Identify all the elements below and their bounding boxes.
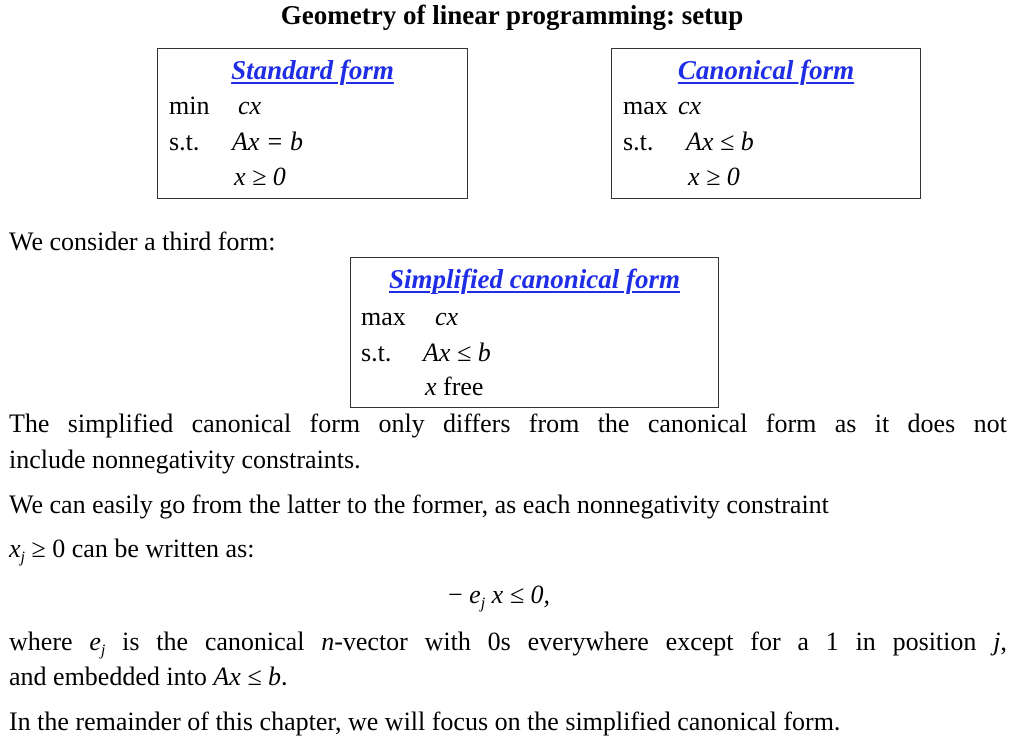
simplified-st-keyword: s.t. [361,338,392,367]
canonical-form-title: Canonical form [677,55,855,85]
paragraph-3-line-1 [9,627,1007,660]
simplified-canonical-form-title: Simplified canonical form [388,264,680,294]
paragraph-3-word: canonical [204,627,305,656]
paragraph-1-word: the [597,409,630,438]
paragraph-3-word: is [122,627,140,656]
paragraph-1-word: not [973,409,1007,438]
paragraph-3-word: everywhere [527,627,649,656]
paragraph-1-word: The [9,409,50,438]
simplified-constraint: Ax ≤ b [423,338,491,367]
paragraph-1-word: as [834,409,857,438]
canonical-st-keyword: s.t. [623,127,654,156]
paragraph-2-line-2: $x_j \ge 0$ can be written as: [9,534,255,566]
simplified-objective-keyword: max [361,302,406,331]
standard-constraint: Ax = b [232,127,303,156]
paragraph-1-word: canonical [647,409,748,438]
paragraph-1-word: only [378,409,425,438]
standard-objective-keyword: min [169,91,210,120]
canonical-constraint: Ax ≤ b [686,127,754,156]
paragraph-3-word: except [665,627,734,656]
paragraph-3-word: in [855,627,876,656]
paragraph-1-line-2: include nonnegativity constraints. [9,445,361,474]
paragraph-3-line-2: and embedded into Ax ≤ b. [9,662,288,691]
paragraph-4: In the remainder of this chapter, we will focus on the simplified canonical form. [9,707,841,736]
paragraph-1-word: does [907,409,956,438]
paragraph-3-word: j, [993,627,1007,656]
standard-form-box [157,48,468,199]
standard-st-keyword: s.t. [169,127,200,156]
paragraph-1-word: from [528,409,580,438]
paragraph-3-word: for [750,627,781,656]
paragraph-3-word: 1 [825,627,839,656]
simplified-canonical-form-box [350,257,719,408]
canonical-form-box [611,48,921,199]
paragraph-3-word: with [424,627,471,656]
paragraph-3-word: 0s [487,627,511,656]
paragraph-2-line-1: We can easily go from the latter to the former, as each nonnegativity constraint [9,490,829,519]
paragraph-3-word: the [156,627,189,656]
paragraph-1-word: differs [443,409,511,438]
paragraph-3-word: where [9,627,73,656]
paragraph-1-word: form [765,409,817,438]
paragraph-3-word: a [797,627,809,656]
paragraph-3-word: position [892,627,977,656]
standard-nonnegativity: x ≥ 0 [234,162,286,191]
paragraph-1-word: simplified [67,409,174,438]
simplified-objective: cx [435,302,459,331]
standard-form-title: Standard form [231,55,394,85]
paragraph-1-word: it [874,409,890,438]
canonical-nonnegativity: x ≥ 0 [688,162,740,191]
standard-objective: cx [238,91,262,120]
paragraph-1-word: form [309,409,361,438]
page-title: Geometry of linear programming: setup [280,0,744,30]
paragraph-3-word: $e_j$ [89,627,106,659]
formula: − $e_j$ x ≤ 0, [448,580,550,612]
paragraph-3-word: n-vector [321,627,408,656]
paragraph-1-word: canonical [191,409,292,438]
paragraph-1-line-1 [9,409,1007,439]
canonical-objective: cx [678,91,702,120]
intro-text: We consider a third form: [9,227,276,256]
simplified-free-variable: x free [425,372,484,401]
canonical-objective-keyword: max [623,91,668,120]
